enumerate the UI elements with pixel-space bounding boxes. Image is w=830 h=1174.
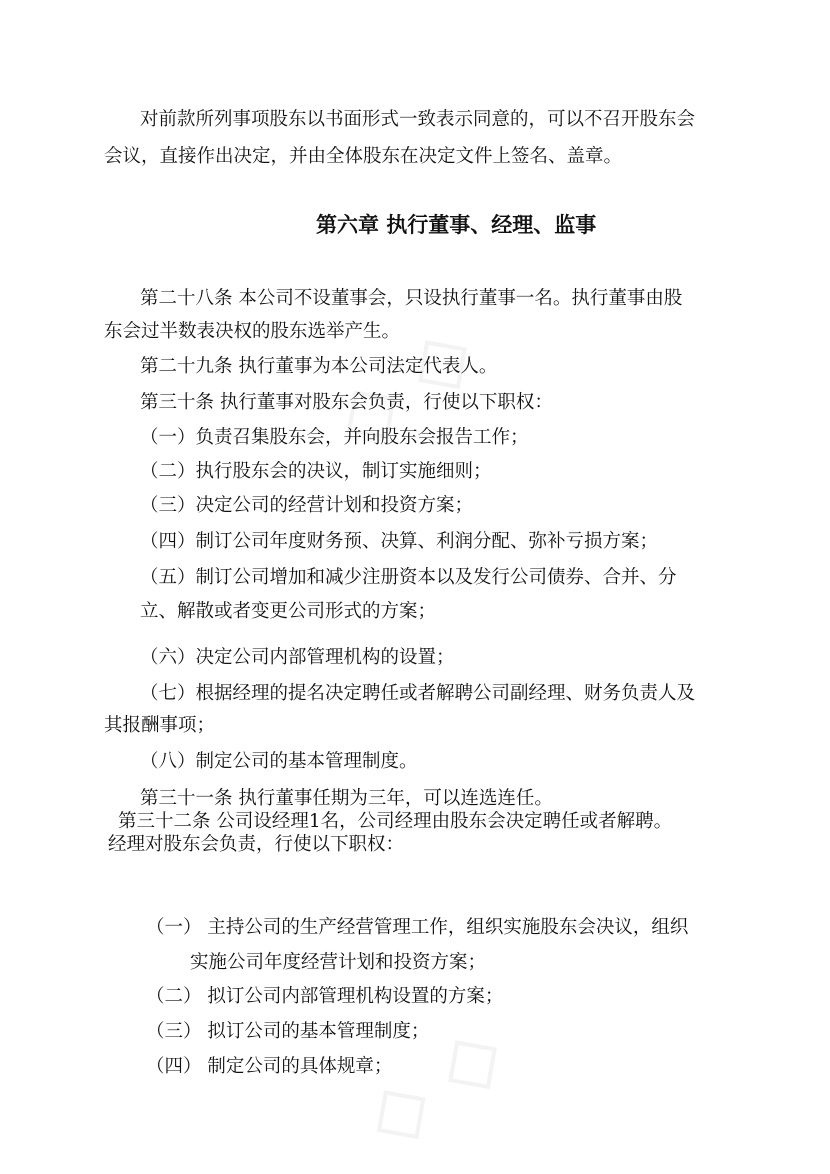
article-28-line: 第二十八条 本公司不设董事会，只设执行董事一名。执行董事由股 [140,288,683,309]
article-30-item: （一）负责召集股东会，并向股东会报告工作； [140,427,529,448]
manager-item: （二） 拟订公司内部管理机构设置的方案； [146,986,504,1007]
manager-item: （四） 制定公司的具体规章； [146,1056,393,1077]
article-30-item: （三）决定公司的经营计划和投资方案； [140,495,474,516]
article-29: 第二十九条 执行董事为本公司法定代表人。 [140,356,498,377]
chapter-title: 第六章 执行董事、经理、监事 [316,213,597,237]
article-30-item: 其报酬事项； [104,715,216,736]
article-30-item: 立、解散或者变更公司形式的方案； [140,601,437,622]
paragraph-line: 会议，直接作出决定，并由全体股东在决定文件上签名、盖章。 [104,146,623,167]
article-30: 第三十条 执行董事对股东会负责，行使以下职权： [140,392,553,413]
article-30-item: （七）根据经理的提名决定聘任或者解聘公司副经理、财务负责人及 [140,683,696,704]
article-32-line: 经理对股东会负责，行使以下职权： [108,834,405,855]
manager-item: 实施公司年度经营计划和投资方案； [190,952,487,973]
article-31: 第三十一条 执行董事任期为三年，可以连选连任。 [140,788,553,809]
manager-item: （一） 主持公司的生产经营管理工作，组织实施股东会决议，组织 [146,917,689,938]
article-30-item: （五）制订公司增加和减少注册资本以及发行公司债券、合并、分 [140,567,677,588]
article-30-item: （六）决定公司内部管理机构的设置； [140,647,455,668]
article-30-item: （四）制订公司年度财务预、决算、利润分配、弥补亏损方案； [140,531,659,552]
article-30-item: （二）执行股东会的决议，制订实施细则； [140,461,492,482]
article-32-line: 第三十二条 公司设经理1名，公司经理由股东会决定聘任或者解聘。 [118,811,673,832]
article-28-line: 东会过半数表决权的股东选举产生。 [104,321,401,342]
paragraph-line: 对前款所列事项股东以书面形式一致表示同意的，可以不召开股东会 [140,109,696,130]
manager-item: （三） 拟订公司的基本管理制度； [146,1021,430,1042]
article-30-item: （八）制定公司的基本管理制度。 [140,751,418,772]
